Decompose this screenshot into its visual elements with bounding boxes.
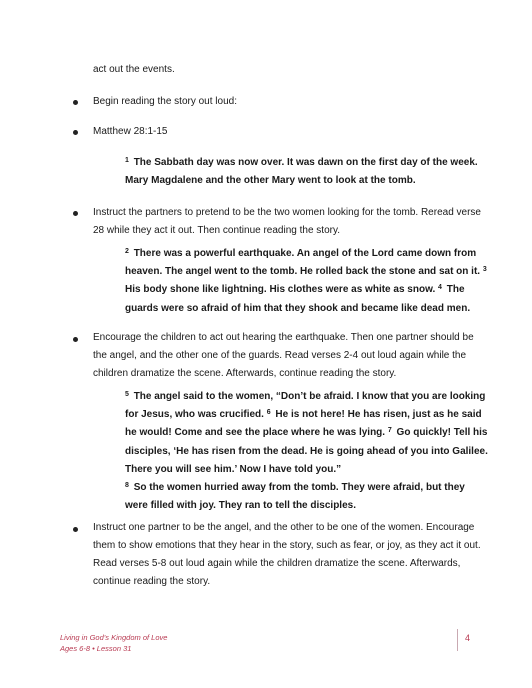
verse-number: 2: [125, 248, 129, 255]
verse-text: So the women hurried away from the tomb. They were afraid, but they were filled with joy. They ran to tell the disciples.: [125, 482, 465, 512]
verse-block-1: [125, 154, 490, 190]
bullet-icon: [73, 130, 78, 135]
verse-text: The guards were so afraid of him that they shook and became like dead men.: [125, 284, 471, 314]
list-item: Instruct one partner to be the angel, and the other to be one of the women. Encourage them to show emotions that they hear in the story, such as fear, or joy, as they act it out. Read verses 5-8 out loud again while the children dramatize the scene. Afterwards, continue reading the story.: [93, 522, 481, 587]
verse-text: He is not here! He has risen, just as he said he would! Come and see the place where he was lying.: [125, 409, 482, 439]
page-number: 4: [465, 633, 471, 643]
verse-text: The Sabbath day was now over. It was dawn on the first day of the week. Mary Magdalene and the other Mary went to look at the tomb.: [125, 157, 478, 187]
verse-number: 5: [125, 391, 129, 398]
list-item: Instruct the partners to pretend to be the two women looking for the tomb. Reread verse 28 while they act it out. Then continue reading the story.: [93, 207, 481, 236]
verse-number: 4: [438, 284, 442, 292]
verse-text: Go quickly! Tell his disciples, ‘He has risen from the dead. He is going ahead of you into Galilee. There you will see him.’ Now I have told you.”: [125, 427, 488, 475]
bullet-icon: [73, 527, 78, 532]
list-item: Begin reading the story out loud:: [93, 96, 237, 107]
footer-divider: [457, 629, 458, 651]
verse-text: There was a powerful earthquake. An angel of the Lord came down from heaven. The angel went to the tomb. He rolled back the stone and sat on it.: [125, 248, 481, 278]
bullet-icon: [73, 337, 78, 342]
verse-text: His body shone like lightning. His clothes were as white as snow.: [125, 284, 436, 296]
verse-number: 6: [266, 409, 271, 417]
verse-number: 8: [125, 482, 129, 490]
intro-line: act out the events.: [93, 64, 175, 75]
verse-number: 1: [125, 157, 129, 164]
bullet-icon: [73, 211, 78, 216]
verse-number: 7: [387, 427, 392, 435]
bullet-icon: [73, 100, 78, 105]
list-item: Matthew 28:1-15: [93, 126, 168, 137]
footer-line-1: Living in God’s Kingdom of Love: [60, 633, 168, 642]
footer-title: [60, 632, 167, 654]
footer-line-2: Ages 6-8 • Lesson 31: [60, 644, 132, 653]
verse-block-3: [125, 388, 490, 515]
list-item: Encourage the children to act out hearing the earthquake. Then one partner should be the angel, and the other one of the guards. Read verses 2-4 out loud again while the children dramatize the scene. Afterwards, continue reading the story.: [93, 332, 474, 379]
verse-text: The angel said to the women, “Don’t be afraid. I know that you are looking for Jesus, who was crucified.: [125, 391, 486, 421]
verse-block-2: [125, 245, 490, 318]
verse-number: 3: [482, 266, 487, 274]
